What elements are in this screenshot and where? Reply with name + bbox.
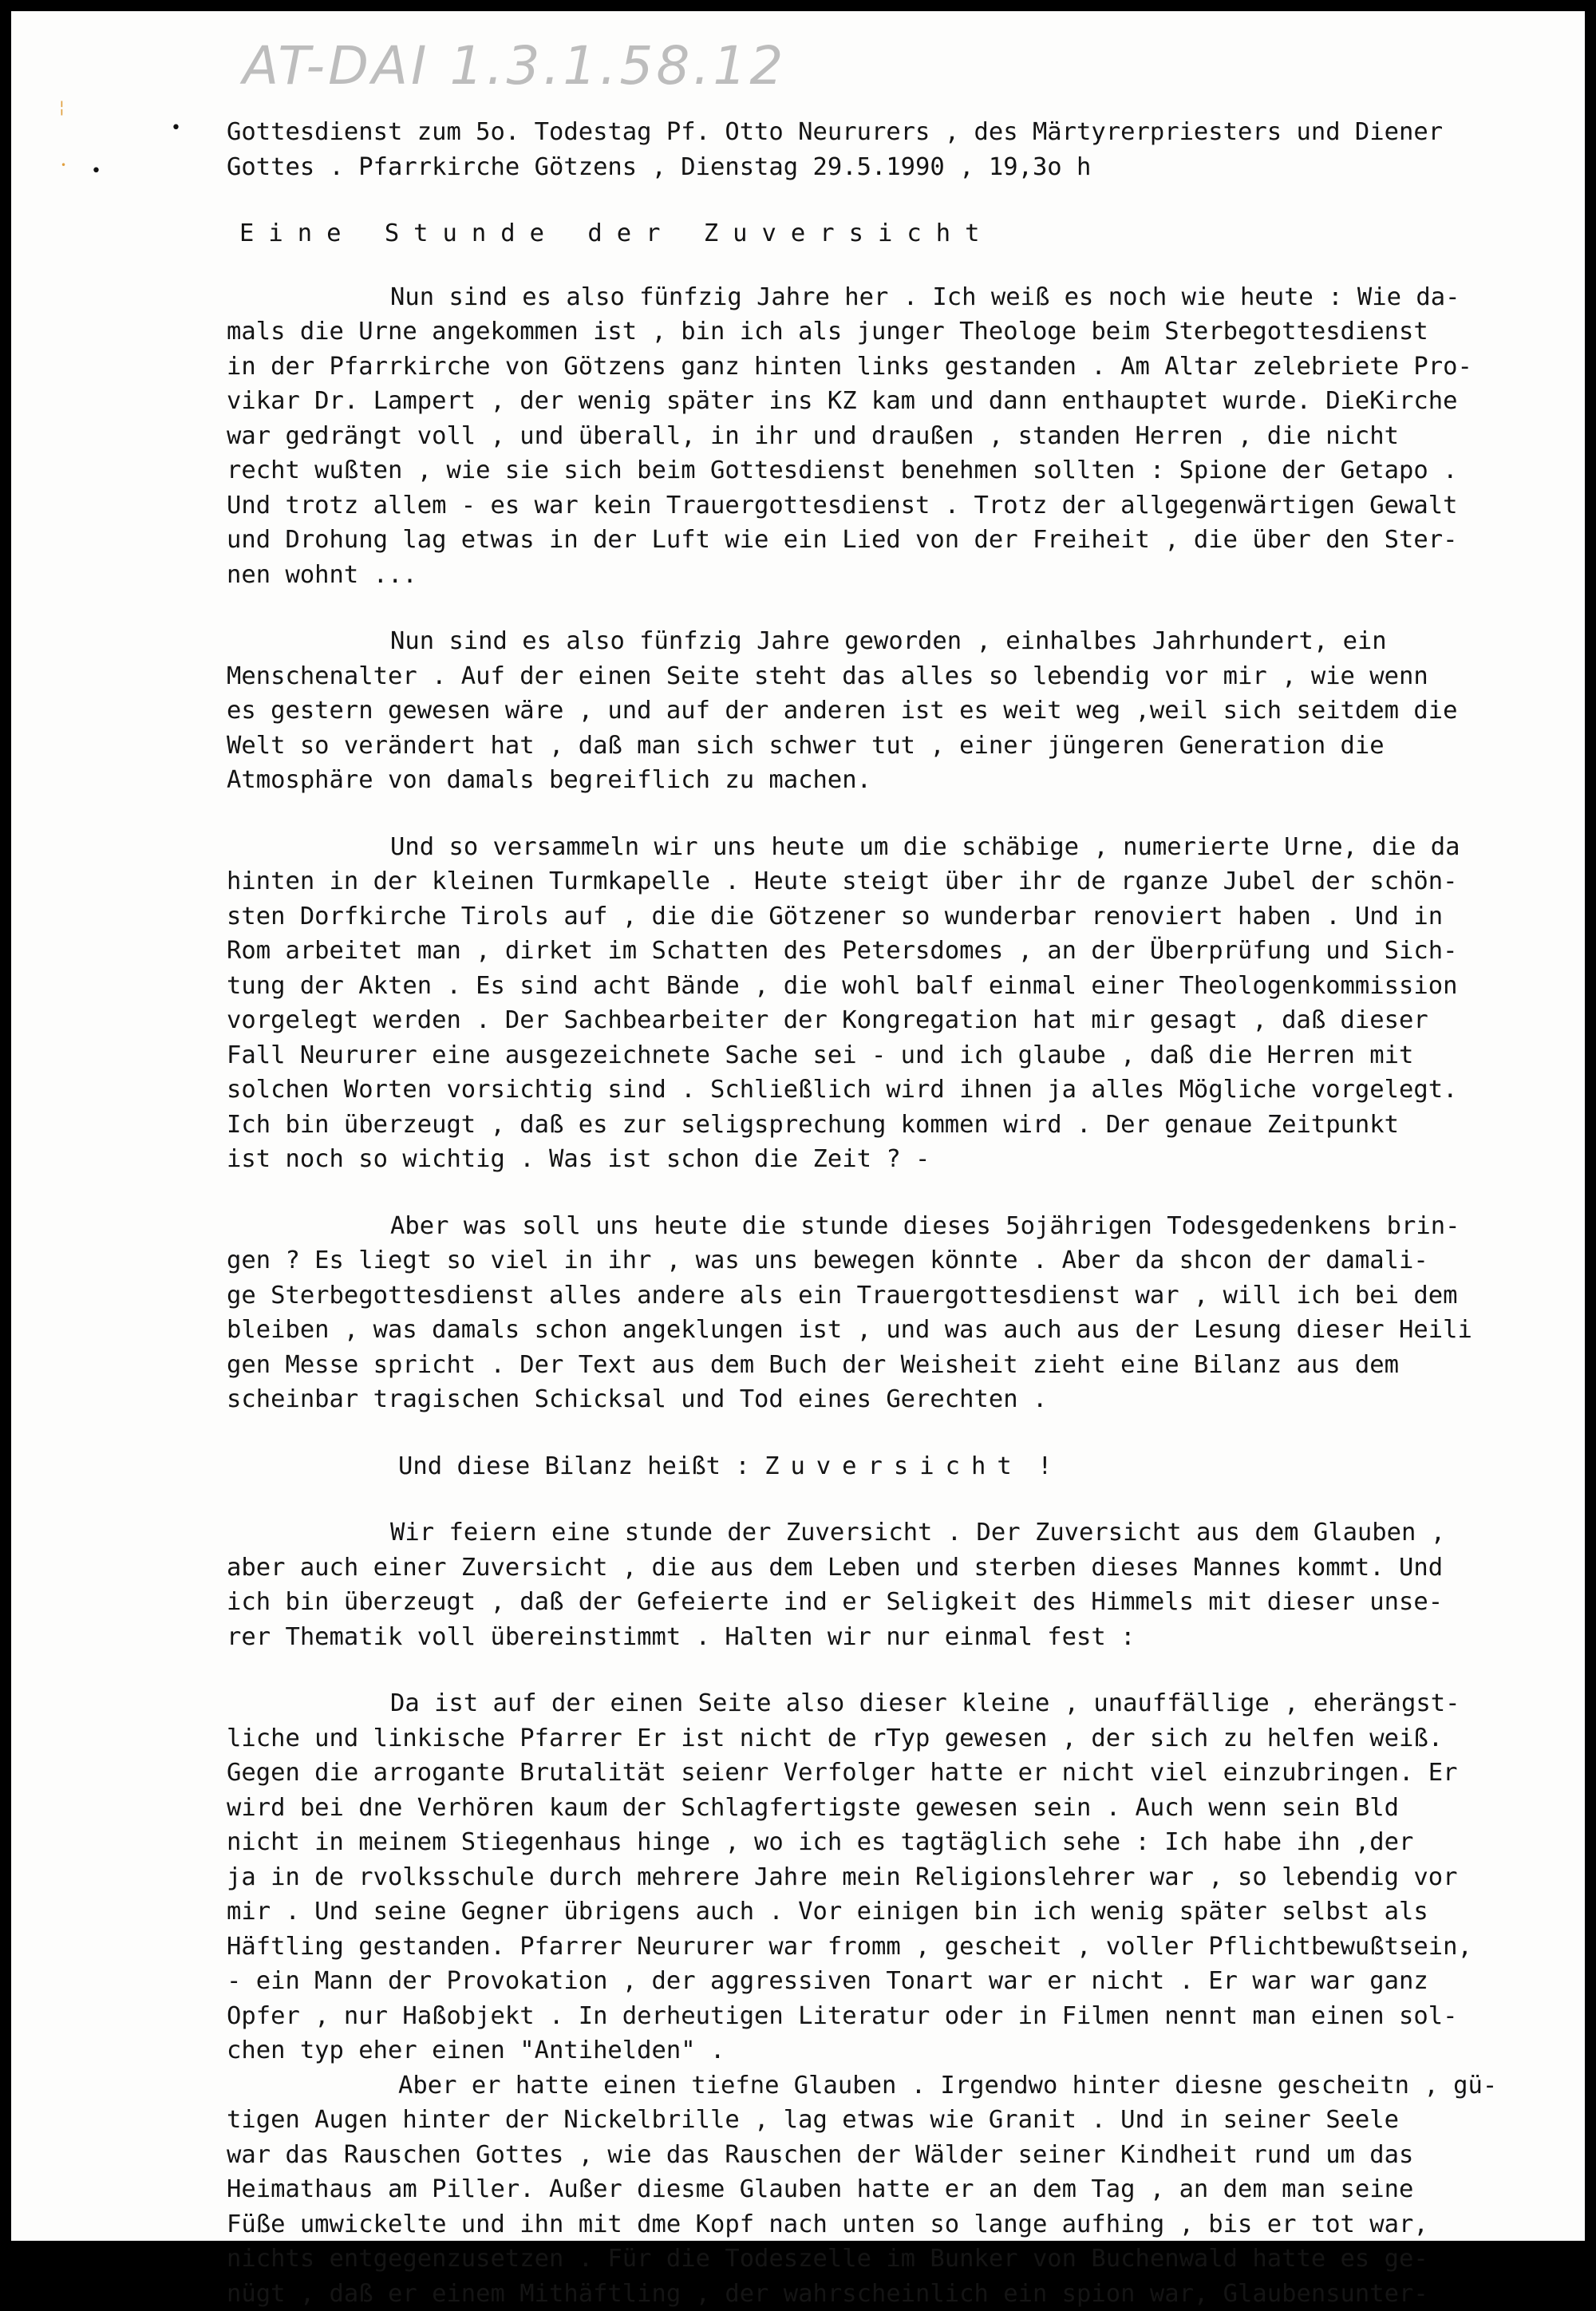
paragraph-line: Rom arbeitet man , dirket im Schatten des Petersdomes , an der Überprüfung und Sich- — [227, 934, 1575, 969]
paragraph-line: Opfer , nur Haßobjekt . In derheutigen Literatur oder in Filmen nennt man einen sol- — [227, 1999, 1575, 2034]
margin-mark-2: • — [61, 160, 66, 171]
paragraph-line: tigen Augen hinter der Nickelbrille , lag etwas wie Granit . Und in seiner Seele — [227, 2103, 1575, 2138]
paragraph-line: Aber was soll uns heute die stunde dieses 5ojährigen Todesgedenkens brin- — [227, 1209, 1575, 1244]
header-line-2: Gottes . Pfarrkirche Götzens , Dienstag 29.5.1990 , 19,3o h — [227, 150, 1575, 185]
paragraph-line: solchen Worten vorsichtig sind . Schließlich wird ihnen ja alles Mögliche vorgelegt. — [227, 1073, 1575, 1108]
bilanz-lead: Und diese Bilanz heißt : — [398, 1452, 764, 1480]
paragraph-6 — [227, 1686, 1575, 2068]
paragraph-line: Fall Neururer eine ausgezeichnete Sache sei - und ich glaube , daß die Herren mit — [227, 1038, 1575, 1073]
paragraph-line: vikar Dr. Lampert , der wenig später ins KZ kam und dann enthauptet wurde. DieKirche — [227, 384, 1575, 419]
paragraph-line: Heimathaus am Piller. Außer diesme Glauben hatte er an dem Tag , an dem man seine — [227, 2172, 1575, 2207]
paragraph-line: recht wußten , wie sie sich beim Gottesdienst benehmen sollten : Spione der Getapo . — [227, 453, 1575, 488]
paragraph-line: ich bin überzeugt , daß der Gefeierte ind er Seligkeit des Himmels mit dieser unse- — [227, 1585, 1575, 1620]
paragraph-line: Atmosphäre von damals begreiflich zu machen. — [227, 763, 1575, 798]
paragraph-line: hinten in der kleinen Turmkapelle . Heute steigt über ihr de rganze Jubel der schön- — [227, 864, 1575, 899]
paragraph-line: Nun sind es also fünfzig Jahre geworden , einhalbes Jahrhundert, ein — [227, 624, 1575, 659]
paragraph-line: es gestern gewesen wäre , und auf der anderen ist es weit weg ,weil sich seitdem die — [227, 693, 1575, 729]
paragraph-line: - ein Mann der Provokation , der aggressiven Tonart war er nicht . Er war war ganz — [227, 1964, 1575, 1999]
paragraph-line: chen typ eher einen "Antihelden" . — [227, 2033, 1575, 2068]
paragraph-line: war gedrängt voll , und überall, in ihr und draußen , standen Herren , die nicht — [227, 419, 1575, 454]
paragraph-line: rer Thematik voll übereinstimmt . Halten wir nur einmal fest : — [227, 1620, 1575, 1655]
paragraph-line: gen Messe spricht . Der Text aus dem Buch der Weisheit zieht eine Bilanz aus dem — [227, 1348, 1575, 1383]
paragraph-4 — [227, 1209, 1575, 1417]
paragraph-line: war das Rauschen Gottes , wie das Rauschen der Wälder seiner Kindheit rund um das — [227, 2138, 1575, 2173]
paragraph-line: Häftling gestanden. Pfarrer Neururer war fromm , gescheit , voller Pflichtbewußtsein, — [227, 1930, 1575, 1965]
paragraph-line: Ich bin überzeugt , daß es zur seligsprechung kommen wird . Der genaue Zeitpunkt — [227, 1108, 1575, 1143]
paragraph-line: gen ? Es liegt so viel in ihr , was uns bewegen könnte . Aber da shcon der damali- — [227, 1243, 1575, 1278]
paragraph-line: sten Dorfkirche Tirols auf , die die Götzener so wunderbar renoviert haben . Und in — [227, 899, 1575, 934]
paragraph-line: wird bei dne Verhören kaum der Schlagfertigste gewesen sein . Auch wenn sein Bld — [227, 1791, 1575, 1826]
margin-mark-1: ¦ — [59, 97, 65, 117]
paragraph-line: in der Pfarrkirche von Götzens ganz hinten links gestanden . Am Altar zelebriete Pro- — [227, 350, 1575, 385]
paragraph-line: ja in de rvolksschule durch mehrere Jahre mein Religionslehrer war , so lebendig vor — [227, 1860, 1575, 1895]
paragraph-line: aber auch einer Zuversicht , die aus dem Leben und sterben dieses Mannes kommt. Und — [227, 1551, 1575, 1586]
paragraph-line: Da ist auf der einen Seite also dieser kleine , unauffällige , eherängst- — [227, 1686, 1575, 1721]
bullet-mark-1: • — [171, 118, 181, 138]
paragraph-7 — [227, 2068, 1575, 2311]
document-page — [11, 11, 1585, 2241]
paragraph-3 — [227, 830, 1575, 1177]
paragraph-line: Nun sind es also fünfzig Jahre her . Ich weiß es noch wie heute : Wie da- — [227, 280, 1575, 315]
letter-body — [227, 115, 1575, 2311]
paragraph-2 — [227, 624, 1575, 798]
bilanz-word: Zuversicht — [764, 1452, 1023, 1480]
paragraph-line: mals die Urne angekommen ist , bin ich als junger Theologe beim Sterbegottesdienst — [227, 314, 1575, 350]
paragraph-line: tung der Akten . Es sind acht Bände , die wohl balf einmal einer Theologenkommission — [227, 969, 1575, 1004]
paragraph-line: Aber er hatte einen tiefne Glauben . Irgendwo hinter diesne gescheitn , gü- — [227, 2068, 1575, 2104]
paragraph-line: bleiben , was damals schon angeklungen ist , und was auch aus der Lesung dieser Heili — [227, 1313, 1575, 1348]
paragraph-line: Wir feiern eine stunde der Zuversicht . Der Zuversicht aus dem Glauben , — [227, 1515, 1575, 1551]
bilanz-line — [227, 1449, 1575, 1484]
paragraph-line: nicht in meinem Stiegenhaus hinge , wo ich es tagtäglich sehe : Ich habe ihn ,der — [227, 1825, 1575, 1860]
bilanz-mark: ! — [1023, 1452, 1053, 1480]
paragraph-line: ge Sterbegottesdienst alles andere als ein Trauergottesdienst war , will ich bei dem — [227, 1278, 1575, 1314]
paragraph-line: Und trotz allem - es war kein Trauergottesdienst . Trotz der allgegenwärtigen Gewalt — [227, 488, 1575, 523]
paragraph-line: ist noch so wichtig . Was ist schon die Zeit ? - — [227, 1142, 1575, 1177]
header-line-1: Gottesdienst zum 5o. Todestag Pf. Otto Neururers , des Märtyrerpriesters und Diener — [227, 115, 1575, 150]
document-title: Eine Stunde der Zuversicht — [239, 216, 1575, 251]
paragraph-line: Und so versammeln wir uns heute um die schäbige , numerierte Urne, die da — [227, 830, 1575, 865]
paragraph-line: Menschenalter . Auf der einen Seite steht das alles so lebendig vor mir , wie wenn — [227, 659, 1575, 694]
paragraph-5 — [227, 1515, 1575, 1654]
paragraph-line: Welt so verändert hat , daß man sich schwer tut , einer jüngeren Generation die — [227, 729, 1575, 764]
bullet-mark-2: • — [91, 161, 101, 181]
paragraph-line: nichts entgegenzusetzen . Für die Todeszelle im Bunker von Buchenwald hatte es ge- — [227, 2242, 1575, 2277]
paragraph-line: nen wohnt ... — [227, 558, 1575, 593]
paragraph-line: Füße umwickelte und ihn mit dme Kopf nach unten so lange aufhing , bis er tot war, — [227, 2207, 1575, 2242]
paragraph-line: Gegen die arrogante Brutalität seienr Verfolger hatte er nicht viel einzubringen. Er — [227, 1756, 1575, 1791]
paragraph-line: und Drohung lag etwas in der Luft wie ein Lied von der Freiheit , die über den Ster- — [227, 523, 1575, 558]
paragraph-1 — [227, 280, 1575, 593]
paragraph-line: mir . Und seine Gegner übrigens auch . Vor einigen bin ich wenig später selbst als — [227, 1894, 1575, 1930]
archive-signature: AT-DAI 1.3.1.58.12 — [243, 35, 786, 97]
paragraph-line: vorgelegt werden . Der Sachbearbeiter der Kongregation hat mir gesagt , daß dieser — [227, 1003, 1575, 1038]
paragraph-line: scheinbar tragischen Schicksal und Tod eines Gerechten . — [227, 1382, 1575, 1417]
paragraph-line: nügt , daß er einem Mithäftling , der wahrscheinlich ein spion war, Glaubensunter- — [227, 2277, 1575, 2311]
paragraph-line: liche und linkische Pfarrer Er ist nicht de rTyp gewesen , der sich zu helfen weiß. — [227, 1721, 1575, 1756]
